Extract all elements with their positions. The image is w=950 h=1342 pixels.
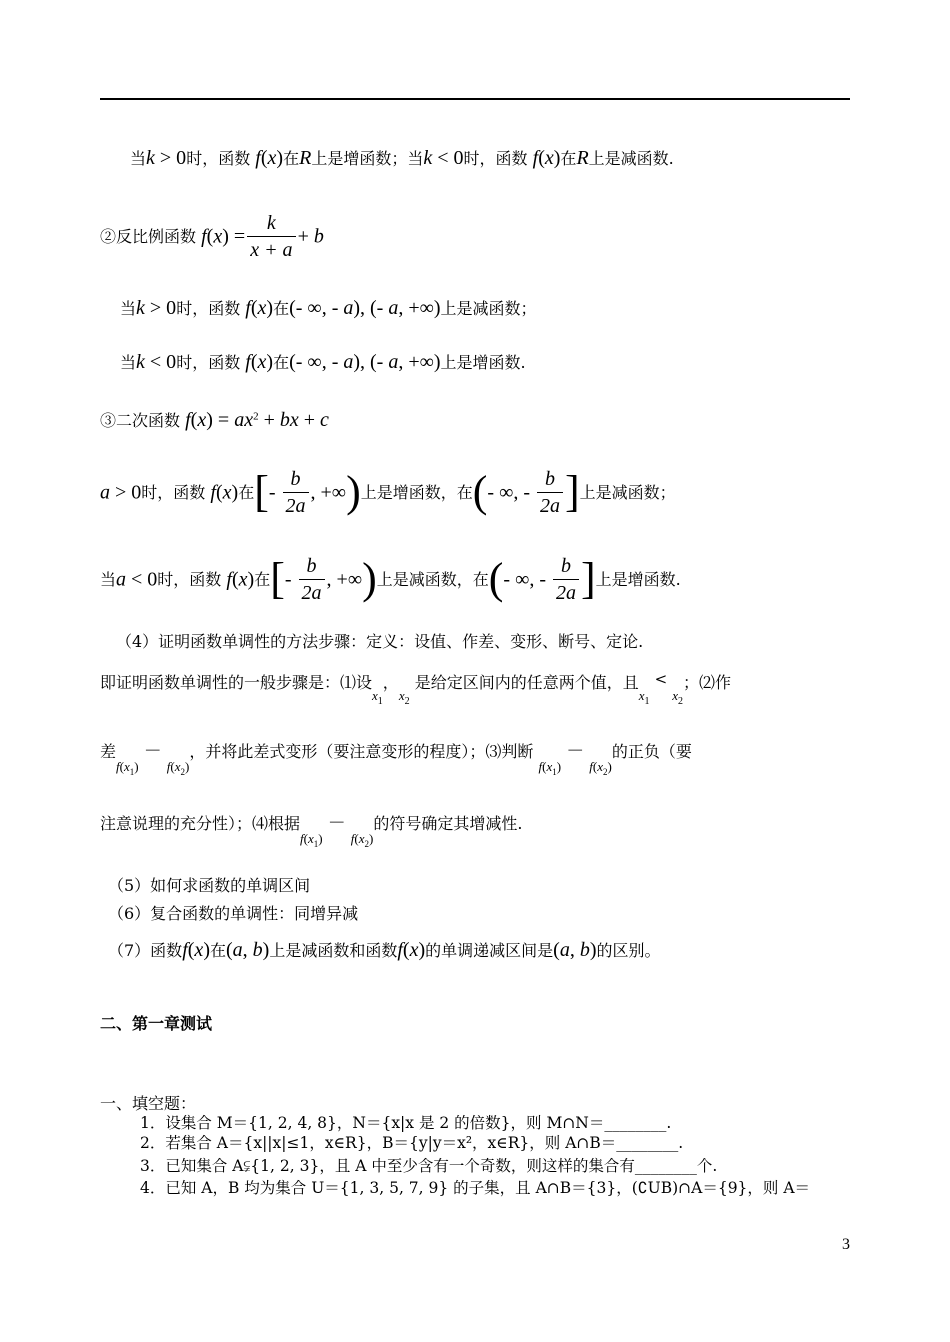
text: 是给定区间内的任意两个值，且 — [414, 673, 639, 692]
text: 的正负（要 — [611, 742, 692, 761]
text: ②反比例函数 — [100, 226, 197, 246]
proof-steps-line-3: 注意说理的充分性）；⑷根据$_{f(x1)}$ － $_{f(x2)}$的符号确定其增减性. — [100, 813, 523, 849]
text: 在 — [238, 482, 255, 502]
fill-in-blank-heading: 一、填空题： — [100, 1094, 197, 1113]
text: 上是增函数. — [440, 353, 526, 372]
text: 在 — [283, 149, 300, 168]
text: 差 — [100, 742, 117, 761]
text: 在 — [254, 569, 271, 589]
math-k-pos: k — [146, 147, 155, 169]
text: ；⑵作 — [683, 673, 732, 692]
inverse-function-line: ②反比例函数 f(x) = $\frac{k}{x + a}$ + b — [100, 212, 324, 261]
linear-function-line: 当k > 0时，函数 f(x)在R上是增函数；当k < 0时，函数 f(x)在R上是减函数. — [130, 147, 674, 169]
text: 当 — [100, 569, 117, 589]
text: ， — [382, 673, 399, 692]
math-R: R — [299, 147, 312, 169]
text: 的区别。 — [596, 941, 661, 960]
text: 时，函数 — [141, 482, 206, 502]
inverse-k-pos-line: 当k > 0时，函数 f(x)在(- ∞, - a), (- a, +∞)上是减函数； — [120, 297, 537, 319]
text: 在 — [273, 299, 290, 318]
text: 时，函数 — [463, 149, 528, 168]
text: ，并将此差式变形（要注意变形的程度）；⑶判断 — [189, 742, 534, 761]
text: 在 — [560, 149, 577, 168]
text: （7）函数 — [108, 941, 183, 960]
text: 当 — [120, 353, 137, 372]
text: 当 — [120, 299, 137, 318]
header-rule — [100, 98, 850, 100]
inverse-k-neg-line: 当k < 0时，函数 f(x)在(- ∞, - a), (- a, +∞)上是增函数. — [120, 351, 526, 373]
math-fx: f — [255, 147, 261, 169]
text: 上是增函数；当 — [311, 149, 424, 168]
question-3: 3．已知集合 A⫋{1, 2, 3}，且 A 中至少含有一个奇数，则这样的集合有________个. — [140, 1157, 718, 1175]
text: 当 — [130, 149, 147, 168]
proof-method-heading: （4）证明函数单调性的方法步骤：定义：设值、作差、变形、断号、定论. — [116, 632, 644, 651]
text: 时，函数 — [176, 353, 241, 372]
text: 上是增函数，在 — [360, 482, 473, 502]
quadratic-function-line: ③二次函数 $f(x) = ax^2$ + bx + c — [100, 409, 329, 431]
monotonic-interval-heading: （5）如何求函数的单调区间 — [108, 876, 311, 895]
text: 时，函数 — [176, 299, 241, 318]
text: 上是减函数； — [440, 299, 537, 318]
proof-steps-line-2: 差$_{f(x1)}$ － $_{f(x2)}$，并将此差式变形（要注意变形的程度）；⑶判断 $_{f(x1)}$ － $_{f(x2)}$的正负（要 — [100, 741, 692, 777]
text: 上是增函数. — [595, 569, 681, 589]
question-1: 1．设集合 M＝{1, 2, 4, 8}，N＝{x|x 是 2 的倍数}，则 M∩N＝________. — [140, 1114, 672, 1132]
text: 即证明函数单调性的一般步骤是：⑴设 — [100, 673, 373, 692]
question-2: 2．若集合 A＝{x||x|≤1，x∈R}，B＝{y|y＝x²，x∈R}，则 A∩B＝________. — [140, 1134, 684, 1152]
text: 上是减函数，在 — [376, 569, 489, 589]
quadratic-a-neg-line: 当a < 0时，函数 f(x)在[- $\frac{b}{2a}$ , +∞)上是减函数，在(- ∞, - $\frac{b}{2a}$ ]上是增函数. — [100, 554, 681, 604]
text: 在 — [209, 941, 226, 960]
text: ③二次函数 — [100, 411, 181, 430]
text: 注意说理的充分性）；⑷根据 — [100, 814, 301, 833]
composite-function-heading: （6）复合函数的单调性：同增异减 — [108, 904, 359, 923]
text: 的符号确定其增减性. — [373, 814, 523, 833]
text: 时，函数 — [157, 569, 222, 589]
text: 上是减函数. — [588, 149, 674, 168]
difference-note-line: （7）函数f(x)在(a, b)上是减函数和函数f(x)的单调递减区间是(a, b)的区别。 — [108, 939, 661, 961]
quadratic-a-pos-line: a > 0时，函数 f(x)在[- $\frac{b}{2a}$ , +∞)上是增函数，在(- ∞, - $\frac{b}{2a}$ ]上是减函数； — [100, 467, 676, 517]
text: 在 — [273, 353, 290, 372]
text: 的单调递减区间是 — [425, 941, 554, 960]
question-4: 4．已知 A，B 均为集合 U＝{1, 3, 5, 7, 9} 的子集，且 A∩B＝{3}，(∁UB)∩A＝{9}，则 A＝ — [140, 1179, 811, 1197]
text: 时，函数 — [186, 149, 251, 168]
text: 上是减函数和函数 — [269, 941, 398, 960]
page-number: 3 — [842, 1236, 850, 1253]
proof-steps-line-1: 即证明函数单调性的一般步骤是：⑴设$_{x1}$，$_{x2}$ 是给定区间内的任意两个值，且$_{x1}$ < $_{x2}$；⑵作 — [100, 670, 732, 707]
text: 上是减函数； — [579, 482, 676, 502]
section-heading: 二、第一章测试 — [100, 1014, 213, 1033]
fraction-k-over-x-plus-a: $\frac{k}{x + a}$ — [247, 210, 295, 263]
